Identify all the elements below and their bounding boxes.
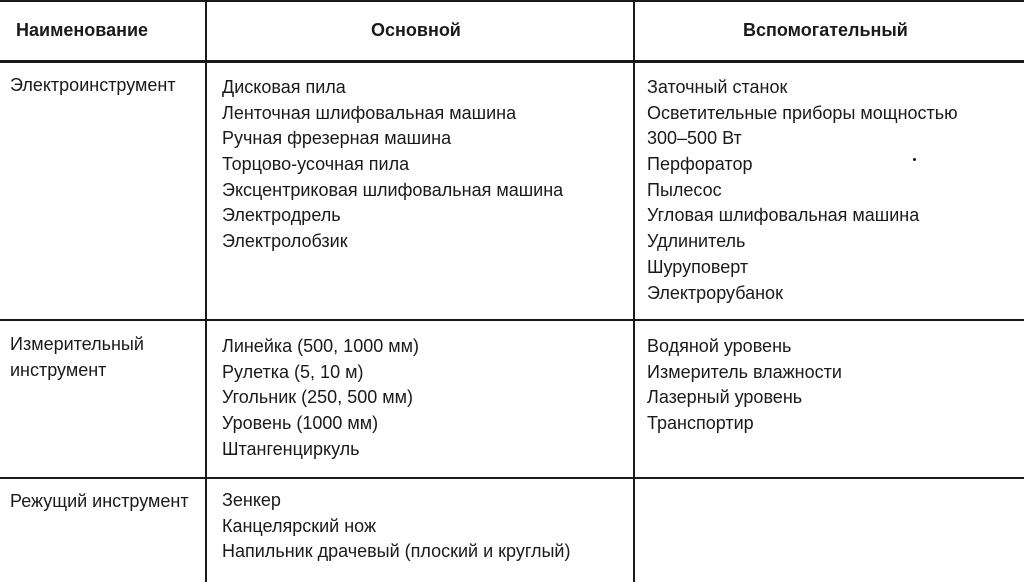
list-item: Перфоратор bbox=[647, 154, 753, 175]
main-list-measuring-tools bbox=[222, 334, 419, 462]
column-divider bbox=[205, 0, 207, 60]
list-item: Дисковая пила bbox=[222, 77, 346, 97]
list-item: Торцово-усочная пила bbox=[222, 154, 410, 175]
list-item: Измеритель влажности bbox=[647, 361, 842, 382]
list-item: Электродрель bbox=[222, 205, 341, 226]
row-name-power-tools: Электроинструмент bbox=[10, 75, 176, 95]
column-divider bbox=[633, 0, 635, 60]
list-item: Рулетка (5, 10 м) bbox=[222, 361, 364, 382]
scan-speck bbox=[913, 158, 916, 161]
column-header-aux: Вспомогательный bbox=[743, 20, 908, 40]
list-item: Канцелярский нож bbox=[222, 515, 376, 536]
list-item: Пылесос bbox=[647, 179, 722, 200]
list-item: Зенкер bbox=[222, 490, 281, 510]
list-item: Ручная фрезерная машина bbox=[222, 128, 452, 149]
column-header-name: Наименование bbox=[16, 20, 149, 40]
column-header-main: Основной bbox=[371, 20, 461, 40]
list-item: Угольник (250, 500 мм) bbox=[222, 387, 413, 408]
row-divider-1 bbox=[0, 319, 1024, 321]
list-item: 300–500 Вт bbox=[647, 128, 742, 149]
list-item: Ленточная шлифовальная машина bbox=[222, 102, 517, 123]
list-item: Транспортир bbox=[647, 413, 754, 434]
list-item: Эксцентриковая шлифовальная машина bbox=[222, 179, 564, 200]
row-name-measuring-tools: Измерительный инструмент bbox=[10, 334, 144, 380]
aux-list-measuring-tools bbox=[647, 334, 842, 437]
list-item: Электролобзик bbox=[222, 231, 348, 252]
list-item: Лазерный уровень bbox=[647, 387, 803, 408]
header-rule bbox=[0, 60, 1024, 63]
column-divider bbox=[633, 479, 635, 582]
column-divider bbox=[633, 321, 635, 477]
list-item: Заточный станок bbox=[647, 77, 788, 97]
list-item: Водяной уровень bbox=[647, 336, 792, 356]
list-item: Напильник драчевый (плоский и круглый) bbox=[222, 541, 571, 562]
column-divider bbox=[633, 63, 635, 319]
list-item: Уровень (1000 мм) bbox=[222, 413, 379, 434]
row-divider-2 bbox=[0, 477, 1024, 479]
list-item: Электрорубанок bbox=[647, 282, 783, 303]
list-item: Удлинитель bbox=[647, 231, 746, 252]
list-item: Штангенциркуль bbox=[222, 438, 360, 459]
row-name-cutting-tools: Режущий инструмент bbox=[10, 491, 189, 511]
aux-list-power-tools bbox=[647, 75, 958, 306]
column-divider bbox=[205, 321, 207, 477]
column-divider bbox=[205, 479, 207, 582]
list-item: Угловая шлифовальная машина bbox=[647, 205, 920, 226]
list-item: Линейка (500, 1000 мм) bbox=[222, 336, 419, 356]
table-top-rule bbox=[0, 0, 1024, 2]
main-list-cutting-tools bbox=[222, 488, 570, 565]
list-item: Осветительные приборы мощностью bbox=[647, 102, 958, 123]
main-list-power-tools bbox=[222, 75, 563, 255]
column-divider bbox=[205, 63, 207, 319]
list-item: Шуруповерт bbox=[647, 256, 749, 277]
